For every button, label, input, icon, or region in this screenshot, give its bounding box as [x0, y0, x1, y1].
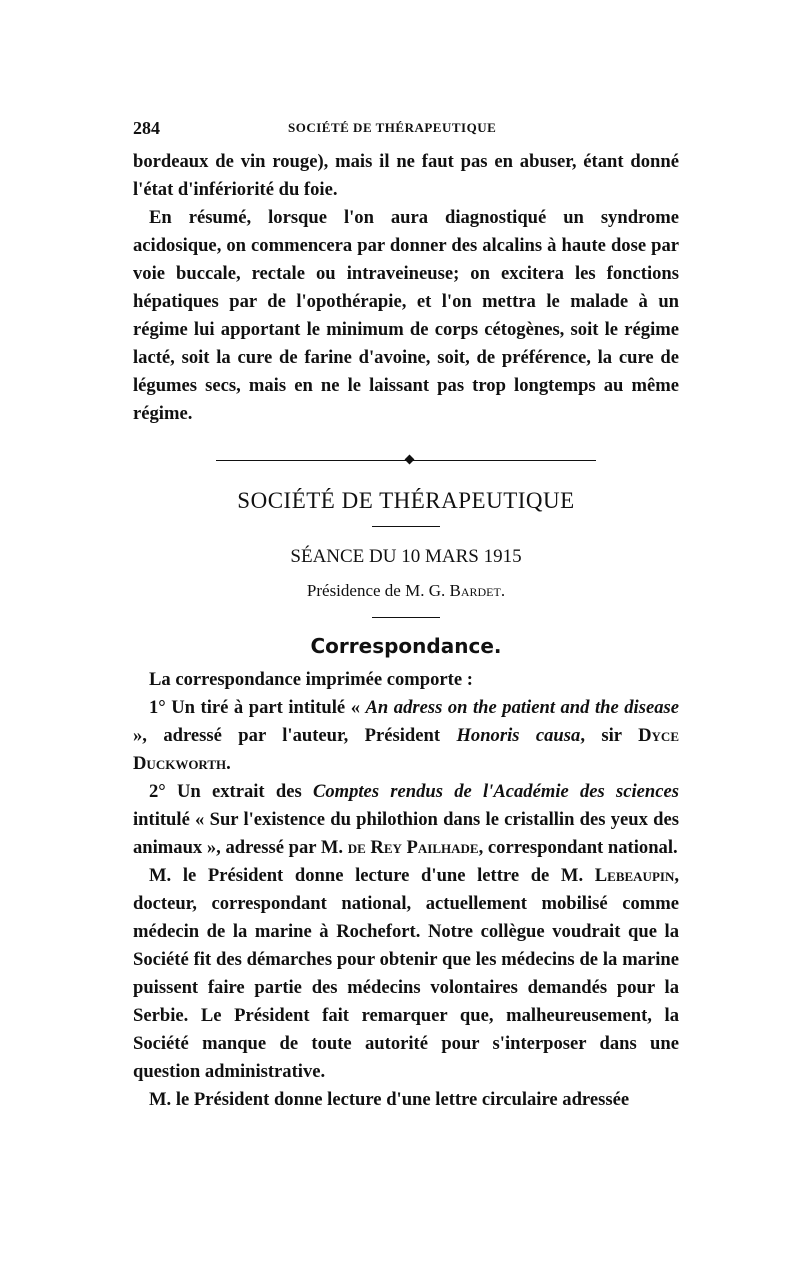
item1-suffix: , sir: [580, 725, 639, 746]
item1-end: .: [226, 753, 231, 774]
correspondance-intro: La correspondance imprimée comporte :: [149, 669, 473, 690]
document-page: [133, 118, 679, 1114]
letter1-name: Lebeaupin: [594, 865, 675, 886]
running-head: [133, 118, 679, 148]
letter-circular: M. le Président donne lecture d'une lettre circulaire adressée: [149, 1089, 630, 1110]
letter1-text: , docteur, correspondant national, actuellement mobilisé comme médecin de la marine à Rochefort. Notre collègue voudrait que la Société fit des démarches pour obtenir que les médecins de la marine puissent faire partie des médecins volontaires demandés pour la Serbie. Le Président fait remarquer que, malheureusement, la Société manque de toute autorité pour s'interposer dans une question administrative.: [133, 865, 679, 1082]
running-title: SOCIÉTÉ DE THÉRAPEUTIQUE: [288, 120, 497, 135]
letter1-prefix: M. le Président donne lecture d'une lettre de M.: [149, 865, 595, 886]
diamond-ornament-icon: [405, 455, 415, 465]
item1-title: An adress on the patient and the disease: [365, 697, 679, 718]
seance-date: SÉANCE DU 10 MARS 1915: [290, 546, 522, 567]
item2-middle: intitulé « Sur l'existence du philothion dans le cristallin des yeux des animaux », adressé par M.: [133, 809, 679, 858]
presidence-line: [133, 577, 679, 605]
page-number: 284: [133, 118, 160, 138]
subtitle-rule: [372, 617, 440, 618]
presidence-suffix: .: [500, 581, 506, 600]
item2-source: Comptes rendus de l'Académie des sciences: [312, 781, 679, 802]
item2-end: , correspondant national.: [478, 837, 678, 858]
letter-lebeaupin: [133, 862, 679, 1086]
correspondance-item-1: [133, 694, 679, 778]
item1-middle: », adressé par l'auteur, Président: [133, 725, 457, 746]
ornamental-divider: [216, 454, 596, 468]
item1-prefix: 1° Un tiré à part intitulé «: [149, 697, 366, 718]
correspondance-item-2: [133, 778, 679, 862]
paragraph-continuation: bordeaux de vin rouge), mais il ne faut pas en abuser, étant donné l'état d'infériorité du foie.: [133, 151, 679, 200]
item2-name: de Rey Pailhade: [347, 837, 479, 858]
paragraph-summary: En résumé, lorsque l'on aura diagnostiqué un syndrome acidosique, on commencera par donner des alcalins à haute dose par voie buccale, rectale ou intraveineuse; on excitera les fonctions hépatiques par de l'opothérapie, et l'on mettra le malade à un régime lui apportant le minimum de corps cétogènes, soit le régime lacté, soit la cure de farine d'avoine, soit, de préférence, la cure de légumes secs, mais en ne le laissant pas trop longtemps au même régime.: [133, 207, 679, 424]
title-rule: [372, 526, 440, 527]
item1-honoris: Honoris causa: [456, 725, 581, 746]
president-name: Bardet: [449, 581, 501, 600]
item1-name: Dyce Duckworth: [133, 725, 679, 774]
section-title: SOCIÉTÉ DE THÉRAPEUTIQUE: [237, 488, 575, 513]
subsection-title: Correspondance.: [310, 634, 502, 658]
presidence-prefix: Présidence de M. G.: [306, 581, 450, 600]
item2-prefix: 2° Un extrait des: [149, 781, 313, 802]
